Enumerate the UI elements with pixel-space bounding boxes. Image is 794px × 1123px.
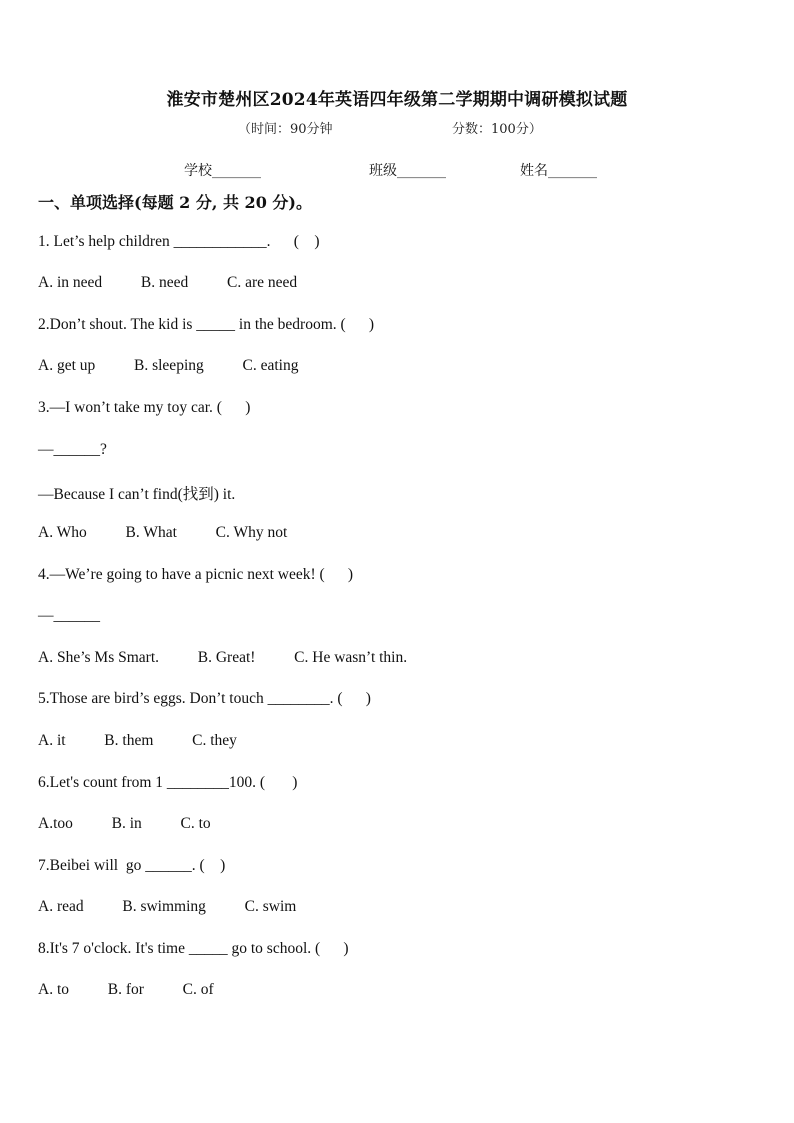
section-title: 一、单项选择(每题 2 分, 共 20 分)。 bbox=[38, 193, 312, 212]
question-3-options: A. Who B. What C. Why not bbox=[38, 524, 288, 541]
question-4-dialog-line: —______ bbox=[38, 607, 100, 624]
question-2-options: A. get up B. sleeping C. eating bbox=[38, 357, 299, 374]
question-6-options: A.too B. in C. to bbox=[38, 815, 211, 832]
class-field: 班级_______ bbox=[369, 163, 446, 179]
school-field: 学校_______ bbox=[184, 163, 261, 179]
question-8: 8.It's 7 o'clock. It's time _____ go to school. ( ) bbox=[38, 940, 349, 957]
exam-time: （时间：90分钟 bbox=[238, 122, 333, 137]
question-4: 4.—We’re going to have a picnic next week! ( ) bbox=[38, 566, 354, 583]
question-4-options: A. She’s Ms Smart. B. Great! C. He wasn’t thin. bbox=[38, 649, 408, 666]
question-6: 6.Let's count from 1 ________100. ( ) bbox=[38, 774, 298, 791]
exam-score: 分数：100分） bbox=[452, 122, 542, 137]
question-1: 1. Let’s help children ____________. ( ) bbox=[38, 233, 320, 250]
exam-title: 淮安市楚州区2024年英语四年级第二学期期中调研模拟试题 bbox=[166, 90, 628, 110]
question-1-options: A. in need B. need C. are need bbox=[38, 274, 298, 291]
question-3-dialog-line: —______? bbox=[38, 441, 107, 458]
question-3-dialog-line: —Because I can’t find(找到) it. bbox=[38, 486, 236, 503]
question-5: 5.Those are bird’s eggs. Don’t touch ________. ( ) bbox=[38, 690, 371, 707]
name-field: 姓名_______ bbox=[520, 163, 597, 179]
question-2: 2.Don’t shout. The kid is _____ in the bedroom. ( ) bbox=[38, 316, 375, 333]
question-7-options: A. read B. swimming C. swim bbox=[38, 898, 297, 915]
question-5-options: A. it B. them C. they bbox=[38, 732, 237, 749]
question-7: 7.Beibei will go ______. ( ) bbox=[38, 857, 226, 874]
question-8-options: A. to B. for C. of bbox=[38, 981, 214, 998]
question-3: 3.—I won’t take my toy car. ( ) bbox=[38, 399, 251, 416]
